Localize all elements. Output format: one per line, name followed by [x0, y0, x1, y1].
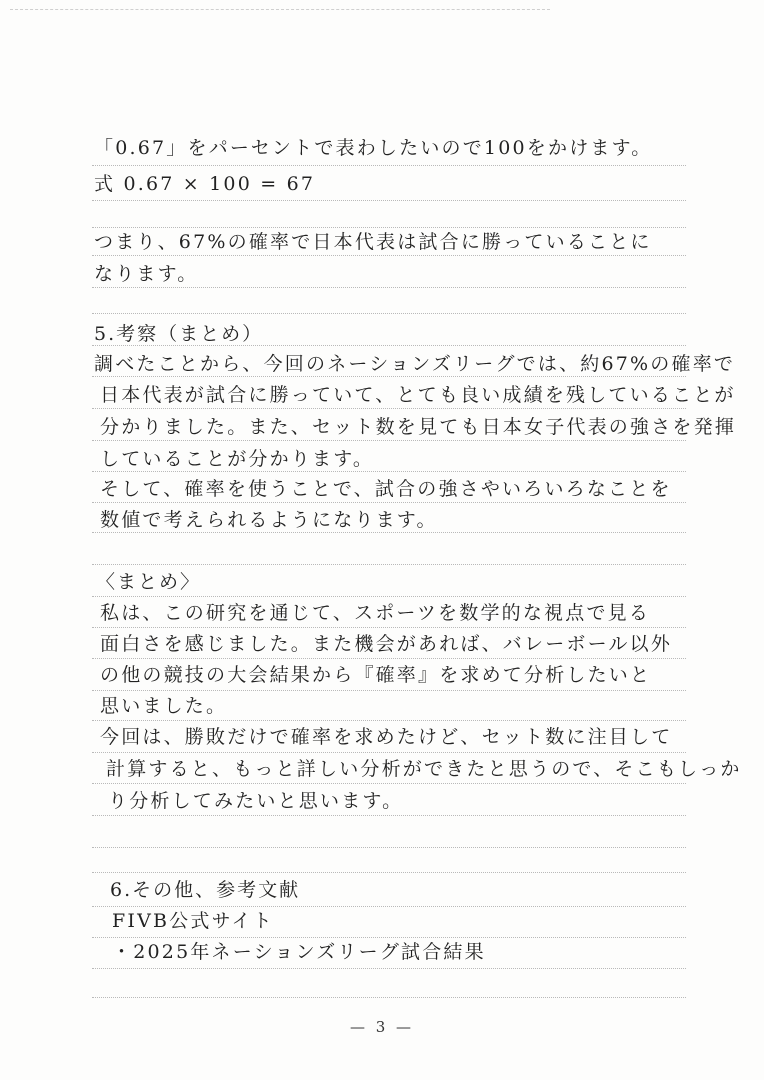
ruled-line	[92, 658, 686, 659]
text-line: 面白さを感じました。また機会があれば、バレーボール以外	[100, 633, 673, 655]
text-line: 調べたことから、今回のネーションズリーグでは、約67%の確率で	[94, 353, 736, 375]
text-line: 分かりました。また、セット数を見ても日本女子代表の強さを発揮	[100, 416, 737, 438]
ruled-line	[92, 200, 686, 201]
text-line: 私は、この研究を通じて、スポーツを数学的な視点で見る	[100, 602, 651, 624]
text-line: 計算すると、もっと詳しい分析ができたと思うので、そこもしっか	[106, 758, 742, 780]
ruled-line	[92, 815, 686, 816]
ruled-line	[92, 471, 686, 472]
ruled-line	[92, 376, 686, 377]
text-line: なります。	[94, 263, 199, 285]
ruled-line	[92, 906, 686, 907]
summary-heading: 〈まとめ〉	[96, 571, 202, 593]
text-line: り分析してみたいと思います。	[108, 790, 404, 812]
text-line: 式 0.67 × 100 = 67	[94, 173, 316, 195]
ruled-line	[92, 255, 686, 256]
ruled-line	[92, 752, 686, 753]
ruled-line	[92, 627, 686, 628]
ruled-line	[92, 690, 686, 691]
text-line: つまり、67%の確率で日本代表は試合に勝っていることに	[94, 231, 652, 253]
ruled-line	[92, 532, 686, 533]
page-number: — 3 —	[349, 1018, 415, 1036]
ruled-line	[92, 313, 686, 314]
ruled-line	[92, 440, 686, 441]
reference-item: ・2025年ネーションズリーグ試合結果	[112, 941, 486, 963]
text-line: 数値で考えられるようになります。	[100, 509, 438, 531]
reference-item: FIVB公式サイト	[112, 910, 274, 932]
ruled-line	[92, 997, 686, 998]
text-line: 思いました。	[100, 695, 228, 717]
text-line: 日本代表が試合に勝っていて、とても良い成績を残していることが	[100, 384, 736, 406]
top-edge-line	[10, 9, 550, 10]
ruled-line	[92, 227, 686, 228]
ruled-line	[92, 968, 686, 969]
section-heading-6: 6.その他、参考文献	[110, 879, 301, 901]
ruled-line	[92, 287, 686, 288]
text-line: そして、確率を使うことで、試合の強さやいろいろなことを	[100, 478, 672, 500]
ruled-line	[92, 720, 686, 721]
ruled-line	[92, 564, 686, 565]
text-line: の他の競技の大会結果から『確率』を求めて分析したいと	[100, 664, 652, 686]
ruled-line	[92, 937, 686, 938]
ruled-line	[92, 408, 686, 409]
text-line: 今回は、勝敗だけで確率を求めたけど、セット数に注目して	[100, 726, 673, 748]
ruled-line	[92, 872, 686, 873]
ruled-line	[92, 502, 686, 503]
section-heading-5: 5.考察（まとめ）	[94, 323, 264, 345]
ruled-line	[92, 596, 686, 597]
text-line: 「0.67」をパーセントで表わしたいので100をかけます。	[94, 137, 653, 159]
ruled-line	[92, 165, 686, 166]
text-line: していることが分かります。	[100, 448, 375, 470]
ruled-line	[92, 783, 686, 784]
ruled-line	[92, 847, 686, 848]
